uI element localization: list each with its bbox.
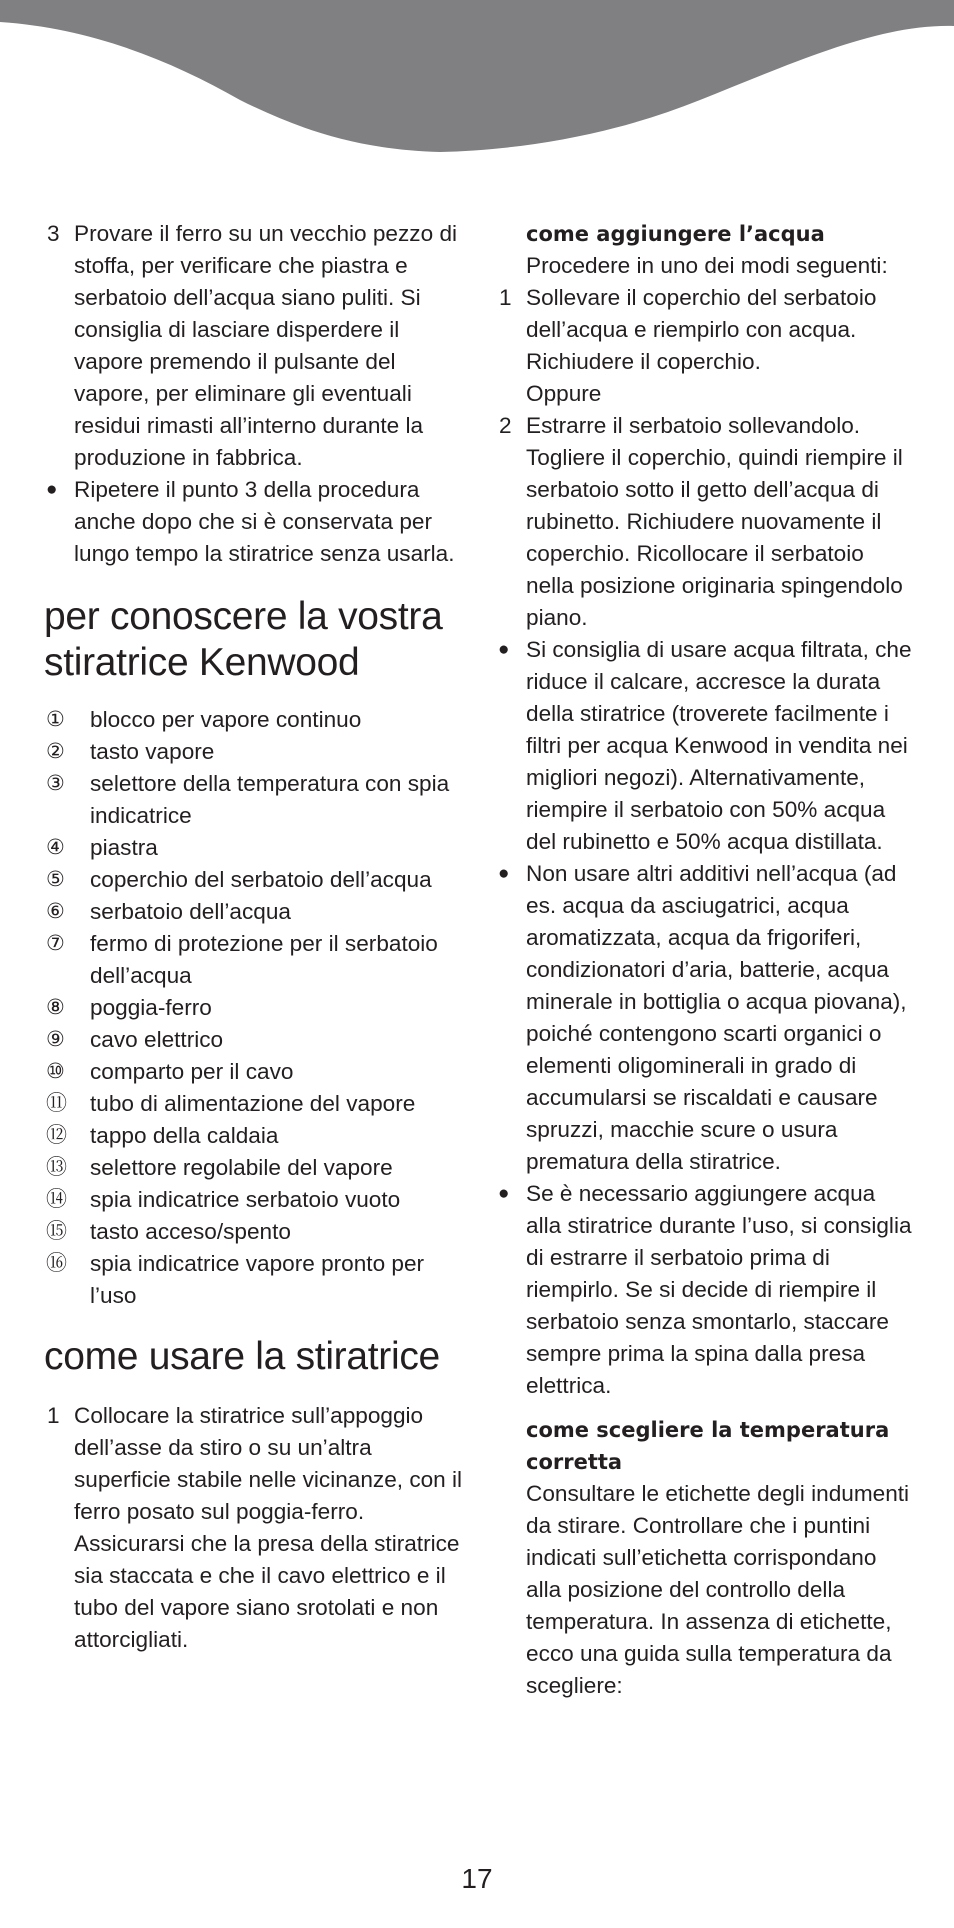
part-item bbox=[44, 928, 464, 992]
item-text: Ripetere il punto 3 della procedura anche dopo che si è conservata per lungo tempo la stiratrice senza usarla. bbox=[74, 477, 455, 566]
item-text: Si consiglia di usare acqua filtrata, che riduce il calcare, accresce la durata della stiratrice (troverete facilmente i filtri per acqua Kenwood in vendita nei migliori negozi). Alternativamente, riempire il serbatoio con 50% acqua del rubinetto e 50% acqua distillata. bbox=[526, 637, 912, 854]
temp-heading: come scegliere la temperatura corretta bbox=[526, 1418, 890, 1474]
know-heading: per conoscere la vostra stiratrice Kenwood bbox=[44, 595, 443, 684]
part-number: ② bbox=[46, 740, 65, 763]
numbered-item bbox=[44, 218, 464, 474]
part-item bbox=[44, 768, 464, 832]
part-item bbox=[44, 864, 464, 896]
item-number: 1 bbox=[47, 1403, 60, 1428]
bullet-item bbox=[496, 1178, 916, 1402]
parts-list bbox=[44, 704, 464, 1312]
part-label: tasto acceso/spento bbox=[90, 1219, 291, 1244]
part-item bbox=[44, 896, 464, 928]
water-intro: Procedere in uno dei modi seguenti: bbox=[526, 253, 888, 278]
item-text: Non usare altri additivi nell’acqua (ad es. acqua da asciugatrici, acqua aromatizzata, acqua da frigoriferi, condizionatori d’aria, batterie, acqua minerale in bottiglia o acqua piovana), poiché contengono scarti organici o elementi oligominerali in grado di accumularsi se riscaldati e causare spruzzi, macchie scure o usura prematura della stiratrice. bbox=[526, 861, 907, 1174]
part-label: coperchio del serbatoio dell’acqua bbox=[90, 867, 432, 892]
bullet-marker: ● bbox=[498, 1183, 510, 1204]
part-label: serbatoio dell’acqua bbox=[90, 899, 291, 924]
item-number: 3 bbox=[47, 221, 60, 246]
part-label: tappo della caldaia bbox=[90, 1123, 279, 1148]
item-text: Collocare la stiratrice sull’appoggio dell’asse da stiro o su un’altra superficie stabile nelle vicinanze, con il ferro posato sul poggia-ferro. Assicurarsi che la presa della stiratrice sia staccata e che il cavo elettrico e il tubo del vapore siano srotolati e non attorcigliati. bbox=[74, 1403, 463, 1652]
part-item bbox=[44, 1120, 464, 1152]
part-item bbox=[44, 704, 464, 736]
use-list bbox=[44, 1400, 464, 1656]
item-text: Se è necessario aggiungere acqua alla stiratrice durante l’uso, si consiglia di estrarre il serbatoio prima di riempirlo. Se si decide di riempire il serbatoio senza smontarlo, staccare sempre prima la spina dalla presa elettrica. bbox=[526, 1181, 912, 1398]
part-label: comparto per il cavo bbox=[90, 1059, 294, 1084]
part-item bbox=[44, 832, 464, 864]
water-bullets bbox=[496, 634, 916, 1402]
use-heading: come usare la stiratrice bbox=[44, 1335, 440, 1378]
step-marker: 2 bbox=[499, 413, 512, 438]
part-number: ④ bbox=[46, 836, 65, 859]
part-number: ⑮ bbox=[46, 1220, 67, 1243]
part-label: selettore regolabile del vapore bbox=[90, 1155, 393, 1180]
bullet-item bbox=[496, 858, 916, 1178]
part-label: blocco per vapore continuo bbox=[90, 707, 362, 732]
part-label: piastra bbox=[90, 835, 158, 860]
part-label: spia indicatrice vapore pronto per l’uso bbox=[90, 1251, 425, 1308]
header-wave-shape bbox=[0, 0, 954, 152]
step-text: Sollevare il coperchio del serbatoio dell’acqua e riempirlo con acqua. Richiudere il coperchio. bbox=[526, 285, 877, 374]
water-or: Oppure bbox=[526, 381, 602, 406]
part-label: selettore della temperatura con spia indicatrice bbox=[90, 771, 450, 828]
part-label: tubo di alimentazione del vapore bbox=[90, 1091, 416, 1116]
left-column bbox=[44, 218, 464, 1656]
part-number: ⑥ bbox=[46, 900, 65, 923]
part-label: cavo elettrico bbox=[90, 1027, 224, 1052]
step-text: Estrarre il serbatoio sollevandolo. Togliere il coperchio, quindi riempire il serbatoio sotto il getto dell’acqua di rubinetto. Richiudere nuovamente il coperchio. Ricollocare il serbatoio nella posizione originaria spingendolo piano. bbox=[526, 413, 903, 630]
part-label: fermo di protezione per il serbatoio dell’acqua bbox=[90, 931, 438, 988]
water-step-2 bbox=[496, 410, 916, 634]
part-number: ⑧ bbox=[46, 996, 65, 1019]
right-column bbox=[496, 218, 916, 1702]
bullet-marker: ● bbox=[498, 639, 510, 660]
step-marker: 1 bbox=[499, 285, 512, 310]
page-number: 17 bbox=[461, 1863, 493, 1894]
temp-text: Consultare le etichette degli indumenti da stirare. Controllare che i puntini indicati sull’etichetta corrispondano alla posizione del controllo della temperatura. In assenza di etichette, ecco una guida sulla temperatura da scegliere: bbox=[526, 1481, 910, 1698]
intro-list bbox=[44, 218, 464, 570]
part-item bbox=[44, 736, 464, 768]
part-item bbox=[44, 1184, 464, 1216]
part-label: poggia-ferro bbox=[90, 995, 212, 1020]
part-item bbox=[44, 1216, 464, 1248]
part-number: ⑪ bbox=[46, 1092, 67, 1115]
header-wave-band bbox=[0, 0, 954, 160]
water-step-1 bbox=[496, 282, 916, 378]
part-number: ⑫ bbox=[46, 1124, 67, 1147]
part-number: ⑯ bbox=[46, 1252, 67, 1275]
part-number: ① bbox=[46, 708, 65, 731]
part-number: ⑬ bbox=[46, 1156, 67, 1179]
part-item bbox=[44, 992, 464, 1024]
part-item bbox=[44, 1024, 464, 1056]
part-item bbox=[44, 1248, 464, 1312]
part-item bbox=[44, 1088, 464, 1120]
part-label: spia indicatrice serbatoio vuoto bbox=[90, 1187, 401, 1212]
part-item bbox=[44, 1056, 464, 1088]
part-number: ⑭ bbox=[46, 1188, 67, 1211]
water-heading: come aggiungere l’acqua bbox=[526, 222, 825, 246]
bullet-item bbox=[496, 634, 916, 858]
part-number: ⑨ bbox=[46, 1028, 65, 1051]
part-number: ⑩ bbox=[46, 1060, 65, 1083]
part-item bbox=[44, 1152, 464, 1184]
numbered-item bbox=[44, 1400, 464, 1656]
part-number: ⑤ bbox=[46, 868, 65, 891]
item-text: Provare il ferro su un vecchio pezzo di stoffa, per verificare che piastra e serbatoio dell’acqua siano puliti. Si consiglia di lasciare disperdere il vapore premendo il pulsante del vapore, per eliminare gli eventuali residui rimasti all’interno durante la produzione in fabbrica. bbox=[74, 221, 458, 470]
part-number: ③ bbox=[46, 772, 65, 795]
bullet-item bbox=[44, 474, 464, 570]
part-number: ⑦ bbox=[46, 932, 65, 955]
bullet-marker: ● bbox=[498, 863, 510, 884]
bullet-marker: ● bbox=[46, 479, 58, 500]
part-label: tasto vapore bbox=[90, 739, 215, 764]
